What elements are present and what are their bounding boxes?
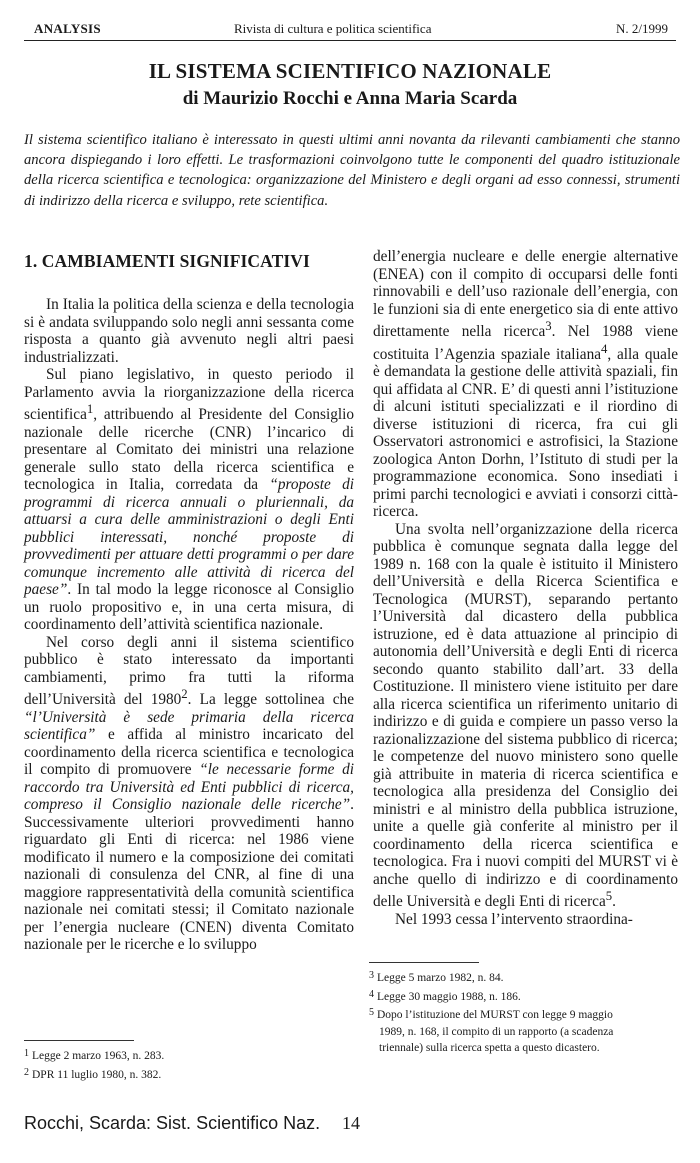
footnote-continuation: triennale) sulla ricerca spetta a questo dicastero. <box>379 1042 600 1054</box>
footnote-ref[interactable]: 2 <box>181 687 188 702</box>
quotation: “proposte di programmi di ricerca annuali o pluriennali, da attuarsi a cura delle amministrazioni o degli Enti pubblici interessati, nonché proposte di provvedimenti per attuare detti programmi o per dare comunque incremento alle attività di ricerca del paese” <box>24 476 354 599</box>
paragraph: In Italia la politica della scienza e della tecnologia si è andata sviluppando solo negli anni sessanta come risposta a quanto già avvenuto negli altri paesi industrializzati. <box>24 296 354 366</box>
quotation: “l’Università è sede primaria della ricerca scientifica” <box>24 708 354 744</box>
page-footer <box>24 1113 676 1134</box>
footnote-divider <box>369 962 479 963</box>
paragraph: Una svolta nell’organizzazione della ricerca pubblica è comunque segnata dalla legge del 1989 n. 168 con la quale è istituito il Ministero dell’Università e della Ricerca Scientifica e Tecnologica (MURST), separando pertanto l’Università dal dicastero della pubblica istruzione, ed è data attuazione al principio di autonomia dell’Università e degli Enti di ricerca secondo quanto stabilito dall’art. 33 della Costituzione. Il ministero viene istituito per dare alla ricerca scientifica un riferimento unitario di indirizzo e di guida e compiere un passo verso la razionalizzazione del sistema pubblico di ricerca; le competenze del nuovo ministero sono quelle già attribuite in materia di ricerca scientifica e tecnologica alla presidenza del Consiglio dei ministri e al ministro della pubblica istruzione, unite a quelle già conferite al ministro per il coordinamento della ricerca scientifica e tecnologica. Fra i nuovi compiti del MURST vi è anche quello di indirizzo e di coordinamento delle Università e degli Enti di ricerca$^5$. <box>373 520 678 911</box>
footnote: 1 Legge 2 marzo 1963, n. 283. <box>24 1048 165 1062</box>
footnote: 5 Dopo l’istituzione del MURST con legge 9 maggio <box>369 1007 613 1021</box>
section-heading: 1. CAMBIAMENTI SIGNIFICATIVI <box>24 251 310 271</box>
left-column <box>24 250 354 954</box>
footnotes-left <box>24 1046 354 1083</box>
footnote-ref[interactable]: 1 <box>86 402 94 416</box>
footnote: 2 DPR 11 luglio 1980, n. 382. <box>24 1066 162 1081</box>
footnote-ref[interactable]: 4 <box>601 341 608 356</box>
running-footer-text: Rocchi, Scarda: Sist. Scientifico Naz. <box>24 1113 321 1133</box>
page-number: 14 <box>342 1113 360 1133</box>
footnote: 4 Legge 30 maggio 1988, n. 186. <box>369 988 521 1003</box>
journal-name: ANALYSIS <box>34 21 101 36</box>
footnote-ref[interactable]: 5 <box>605 889 613 904</box>
journal-subtitle: Rivista di cultura e politica scientifica <box>234 21 432 36</box>
paragraph: Nel corso degli anni il sistema scientifico pubblico è stato interessato da importanti cambiamenti, primo fra tutti la riforma dell’Università del 1980$^2$. La legge sottolinea che “l’Università è sede primaria della ricerca scientifica” e affida al ministro incaricato del coordinamento della ricerca scientifica e tecnologica il compito di promuovere “le necessarie forme di raccordo tra Università ed Enti pubblici di ricerca, compreso il Consiglio nazionale delle ricerche”. Successivamente ulteriori provvedimenti hanno riguardato gli Enti di ricerca: nel 1986 viene modificato il numero e la composizione dei comitati nazionali di consulenza del CNR, al fine di una maggiore rappresentatività della comunità scientifica nazionale nei comitati stessi; il Comitato nazionale per l’energia nucleare (CNEN) diventa Comitato nazionale per le ricerche e lo sviluppo <box>24 633 354 954</box>
footnote-continuation: 1989, n. 168, il compito di un rapporto (a scadenza <box>379 1025 614 1038</box>
paragraph: dell’energia nucleare e delle energie alternative (ENEA) con il compito di occuparsi delle fonti rinnovabili e dell’uso razionale dell’energia, con le funzioni sia di ente energetico sia di ente attivo direttamente nella ricerca$^3$. Nel 1988 viene costituita l’Agenzia spaziale italiana$^4$, alla quale è demandata la gestione delle attività spaziali, fin qui affidata al CNR. E’ di questi anni l’istituzione di alcuni istituti specializzati e il riordino di diverse istituzioni di ricerca, fra cui gli Osservatori astronomici e astrofisici, la Stazione zoologica Anton Dorhn, l’Istituto di studi per la programmazione economica. Sono insediati i primi parchi tecnologici e avviati i consorzi città-ricerca. <box>373 248 678 521</box>
footnote: 3 Legge 5 marzo 1982, n. 84. <box>369 970 504 984</box>
paragraph: Sul piano legislativo, in questo periodo il Parlamento avvia la riorganizzazione della ricerca scientifica$^1$, attribuendo al Presidente del Consiglio nazionale delle ricerche (CNR) l’incarico di presentare al Comitato dei ministri una relazione generale sullo stato della ricerca scientifica e tecnologica in Italia, corredata da “proposte di programmi di ricerca annuali o pluriennali, da attuarsi a cura delle amministrazioni o degli Enti pubblici interessati, nonché proposte di provvedimenti per attuare detti programmi o per dare comunque incremento alle attività di ricerca del paese”. In tal modo la legge riconosce al Consiglio un ruolo propositivo e, in una certa misura, di coordinamento dell’attività scientifica nazionale. <box>24 366 354 634</box>
article-title: IL SISTEMA SCIENTIFICO NAZIONALE <box>148 59 552 83</box>
footnote-ref[interactable]: 3 <box>545 319 552 333</box>
article-abstract: Il sistema scientifico italiano è interessato in questi ultimi anni novanta da rilevanti cambiamenti che stanno ancora dispiegando i loro effetti. Le trasformazioni coinvolgono tutte le componenti del quadro istituzionale della ricerca scientifica e tecnologica: organizzazione del Ministero e degli organi ad esso connessi, strumenti di indirizzo della ricerca e sviluppo, rete scientifica. <box>24 132 680 209</box>
issue-number: N. 2/1999 <box>616 21 668 36</box>
quotation: “le necessarie forme di raccordo tra Università ed Enti pubblici di ricerca, compreso il Consiglio nazionale delle ricerche” <box>24 761 354 814</box>
footnotes-right <box>369 968 679 1057</box>
running-header <box>24 18 676 41</box>
footnote-divider <box>24 1040 134 1041</box>
right-column <box>373 248 678 928</box>
paragraph: Nel 1993 cessa l’intervento straordina- <box>395 910 633 928</box>
article-authors: di Maurizio Rocchi e Anna Maria Scarda <box>182 88 518 109</box>
